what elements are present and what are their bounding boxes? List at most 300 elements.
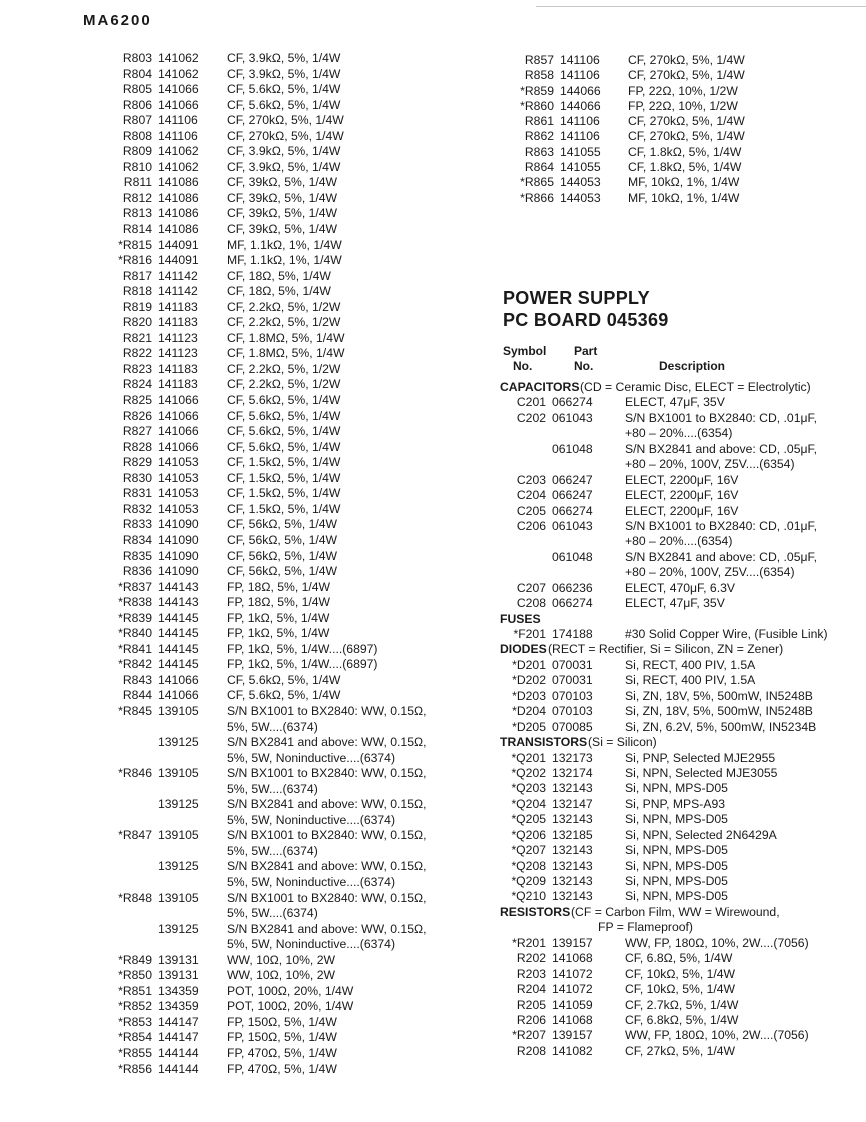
list-item [110,891,450,907]
description: CF, 10kΩ, 5%, 1/4W [625,982,736,997]
description: FP, 22Ω, 10%, 1/2W [628,83,738,98]
symbol-no: *R865 [520,175,554,190]
description: Si, ZN, 6.2V, 5%, 500mW, IN5234B [625,719,817,734]
description: 5%, 5W, Noninductive....(6374) [227,937,395,952]
symbol-no: *R816 [118,253,152,268]
list-item [500,689,860,704]
description: CF, 18Ω, 5%, 1/4W [227,268,331,283]
list-item [110,797,450,813]
list-item [110,735,450,751]
part-no: 141062 [158,51,199,65]
symbol-no: *R842 [118,657,152,672]
part-no: 141066 [158,393,199,408]
section-heading-note: (RECT = Rectifier, Si = Silicon, ZN = Zener) [548,642,784,657]
section-heading [500,735,860,750]
part-no: 144143 [158,595,199,610]
list-item [110,1062,450,1078]
section-heading-title: DIODES [500,642,547,657]
description: CF, 56kΩ, 5%, 1/4W [227,548,338,563]
part-no: 066274 [552,395,593,410]
description: S/N BX1001 to BX2840: WW, 0.15Ω, [227,766,427,781]
part-no: 132174 [552,765,593,780]
description: WW, FP, 180Ω, 10%, 2W....(7056) [625,935,809,950]
description: S/N BX2841 and above: WW, 0.15Ω, [227,859,427,874]
part-no: 061043 [552,410,593,425]
part-no: 132143 [552,812,593,827]
symbol-no: R862 [524,129,554,144]
symbol-no: C208 [516,596,546,611]
description: Si, NPN, MPS-D05 [625,843,728,858]
symbol-no: *R853 [118,1014,152,1029]
description: CF, 270kΩ, 5%, 1/4W [628,129,745,144]
list-item [110,206,450,222]
description: MF, 1.1kΩ, 1%, 1/4W [227,237,342,252]
description: MF, 10kΩ, 1%, 1/4W [628,190,740,205]
list-item [500,843,860,858]
part-no: 134359 [158,983,199,998]
list-item [110,968,450,984]
part-no: 139125 [158,735,199,750]
list-item [500,998,860,1013]
part-no: 061048 [552,549,593,564]
list-item [512,114,852,129]
section-heading-note: FP = Flameproof) [598,920,693,935]
part-no: 144145 [158,657,199,672]
section-heading-title: TRANSISTORS [500,735,588,750]
symbol-no: *R859 [520,83,554,98]
part-no: 144053 [560,175,601,190]
symbol-no: *Q201 [511,750,546,765]
list-item [500,673,860,688]
section-heading-title: FUSES [500,611,541,626]
description: S/N BX1001 to BX2840: CD, .01μF, [625,410,817,425]
description: CF, 6.8kΩ, 5%, 1/4W [625,1012,739,1027]
symbol-no: *R855 [118,1046,152,1060]
part-no: 139125 [158,797,199,812]
list-item [500,457,860,472]
description: CF, 270kΩ, 5%, 1/4W [628,68,745,83]
symbol-no: *R850 [118,968,152,983]
symbol-no: R827 [122,424,152,439]
part-no: 144091 [158,253,199,268]
list-item [512,68,852,83]
part-no: 132143 [552,889,593,904]
description: ELECT, 47μF, 35V [625,596,725,611]
part-no: 141053 [158,501,199,516]
symbol-no: *R839 [118,610,152,625]
description: 5%, 5W....(6374) [227,781,318,796]
part-no: 141066 [158,688,199,703]
description: S/N BX2841 and above: WW, 0.15Ω, [227,921,427,936]
list-item [110,129,450,145]
part-no: 144066 [560,98,601,113]
description: CF, 3.9kΩ, 5%, 1/4W [227,51,341,65]
description: CF, 2.2kΩ, 5%, 1/2W [227,361,341,376]
list-item [110,113,450,129]
list-item [110,424,450,440]
symbol-no: R836 [122,564,152,579]
description: 5%, 5W, Noninductive....(6374) [227,812,395,827]
header-symbol-no: No. [513,359,533,373]
list-item [110,517,450,533]
part-no: 139105 [158,890,199,905]
list-item [110,144,450,160]
part-no: 141090 [158,564,199,579]
symbol-no: *R852 [118,999,152,1014]
part-no: 144147 [158,1030,199,1045]
list-item [110,999,450,1015]
list-item [110,906,450,922]
symbol-no: *D204 [512,704,546,719]
part-no: 070103 [552,704,593,719]
description: FP, 18Ω, 5%, 1/4W [227,595,331,610]
part-no: 139131 [158,968,199,983]
part-no: 066247 [552,488,593,503]
list-item [512,145,852,160]
list-item [500,488,860,503]
part-no: 141090 [158,548,199,563]
description: FP, 22Ω, 10%, 1/2W [628,98,738,113]
description: CF, 1.8MΩ, 5%, 1/4W [227,330,345,345]
list-item [500,504,860,519]
symbol-no: R835 [122,548,152,563]
part-no: 141062 [158,66,199,81]
list-item [110,549,450,565]
description: CF, 18Ω, 5%, 1/4W [227,284,331,299]
symbol-no: R826 [122,408,152,423]
symbol-no: *Q207 [511,843,546,858]
symbol-no: C201 [516,395,546,410]
description: S/N BX1001 to BX2840: WW, 0.15Ω, [227,890,427,905]
list-item [500,519,860,534]
part-no: 132143 [552,781,593,796]
symbol-no: R821 [122,330,152,345]
list-item [110,440,450,456]
list-item [110,284,450,300]
symbol-no: R823 [122,361,152,376]
description: S/N BX2841 and above: CD, .05μF, [625,441,817,456]
description: CF, 5.6kΩ, 5%, 1/4W [227,439,341,454]
list-item [110,175,450,191]
header-symbol: Symbol [503,344,547,358]
list-item [512,99,852,114]
list-item [110,1030,450,1046]
symbol-no: R818 [122,284,152,299]
part-no: 066247 [552,472,593,487]
description: ELECT, 2200μF, 16V [625,472,739,487]
description: S/N BX2841 and above: WW, 0.15Ω, [227,735,427,750]
description: 5%, 5W, Noninductive....(6374) [227,750,395,765]
part-no: 139125 [158,921,199,936]
list-item [110,611,450,627]
list-item [110,984,450,1000]
list-item [500,874,860,889]
section-heading-note: (CF = Carbon Film, WW = Wirewound, [571,904,780,919]
description: WW, 10Ω, 10%, 2W [227,968,335,983]
symbol-no: R814 [122,222,152,237]
list-item [110,455,450,471]
part-no: 141183 [158,377,198,392]
list-item [500,534,860,549]
list-item [500,920,860,935]
description: CF, 5.6kΩ, 5%, 1/4W [227,408,341,423]
part-no: 141053 [158,455,199,470]
list-item [500,951,860,966]
symbol-no: R804 [122,66,152,81]
part-no: 061048 [552,441,593,456]
description: ELECT, 2200μF, 16V [625,488,739,503]
part-no: 141106 [560,114,600,129]
list-item [110,346,450,362]
section-heading [500,905,860,920]
symbol-no: R832 [122,501,152,516]
description: +80 – 20%....(6354) [625,534,733,549]
description: S/N BX1001 to BX2840: WW, 0.15Ω, [227,703,427,718]
description: Si, NPN, Selected MJE3055 [625,765,778,780]
part-no: 144145 [158,610,199,625]
part-no: 066274 [552,503,593,518]
description: FP, 1kΩ, 5%, 1/4W....(6897) [227,657,378,672]
section-heading-note: (CD = Ceramic Disc, ELECT = Electrolytic) [580,380,811,394]
part-no: 141183 [158,361,198,376]
part-no: 141072 [552,966,593,981]
list-item [500,1028,860,1043]
list-item [110,409,450,425]
part-no: 141090 [158,532,199,547]
top-rule [536,6,866,7]
symbol-no: *R856 [118,1061,152,1076]
part-no: 132143 [552,843,593,858]
description: CF, 39kΩ, 5%, 1/4W [227,222,338,237]
list-item [500,704,860,719]
symbol-no: *Q203 [511,781,546,796]
list-item [500,411,860,426]
symbol-no: R809 [122,144,152,159]
symbol-no: R205 [516,997,546,1012]
list-item [110,859,450,875]
list-item [110,953,450,969]
description: CF, 5.6kΩ, 5%, 1/4W [227,672,341,687]
symbol-no: R808 [122,128,152,143]
list-item [110,580,450,596]
part-no: 070031 [552,673,593,688]
list-item [110,875,450,891]
part-no: 070085 [552,719,593,734]
description: Si, NPN, MPS-D05 [625,812,728,827]
description: FP, 1kΩ, 5%, 1/4W....(6897) [227,641,378,656]
symbol-no: C203 [516,472,546,487]
list-item [110,269,450,285]
list-item [500,550,860,565]
description: CF, 270kΩ, 5%, 1/4W [227,128,344,143]
list-item [110,751,450,767]
part-no: 141082 [552,1043,593,1058]
list-item [500,828,860,843]
description: Si, NPN, MPS-D05 [625,874,728,888]
part-no: 144053 [560,190,601,205]
list-item [512,160,852,175]
header-description: Description [659,359,726,373]
list-item [512,129,852,144]
list-item [110,486,450,502]
list-item [110,688,450,704]
part-no: 144147 [158,1014,199,1029]
description: 5%, 5W, Noninductive....(6374) [227,874,395,889]
part-no: 141123 [158,330,198,345]
list-item [110,937,450,953]
part-no: 141072 [552,982,593,997]
description: POT, 100Ω, 20%, 1/4W [227,999,354,1014]
left-parts-list [110,51,450,1077]
symbol-no: *R847 [118,828,152,843]
part-no: 141090 [158,517,199,532]
list-item [110,673,450,689]
part-no: 132143 [552,858,593,873]
header-part: Part [574,344,598,358]
part-no: 144145 [158,626,199,641]
description: Si, NPN, MPS-D05 [625,781,728,796]
description: #30 Solid Copper Wire, (Fusible Link) [625,627,828,641]
description: +80 – 20%, 100V, Z5V....(6354) [625,565,795,580]
list-item [110,1015,450,1031]
part-no: 174188 [552,627,593,641]
symbol-no: R817 [122,268,152,283]
description: FP, 18Ω, 5%, 1/4W [227,579,331,594]
part-no: 061043 [552,518,593,533]
description: POT, 100Ω, 20%, 1/4W [227,983,354,998]
symbol-no: R843 [122,672,152,687]
part-no: 141142 [158,268,198,283]
list-item [110,393,450,409]
list-item [110,844,450,860]
part-no: 141062 [158,159,199,174]
symbol-no: R858 [524,68,554,83]
list-item [500,627,860,642]
symbol-no: *D203 [512,688,546,703]
symbol-no: *D205 [512,719,546,734]
part-no: 141106 [158,113,198,128]
description: CF, 5.6kΩ, 5%, 1/4W [227,82,341,97]
part-no: 144091 [158,237,199,252]
list-item [110,720,450,736]
list-item [110,315,450,331]
description: MF, 10kΩ, 1%, 1/4W [628,175,740,190]
list-item [500,395,860,410]
list-item [110,766,450,782]
part-no: 066274 [552,596,593,611]
description: CF, 1.8kΩ, 5%, 1/4W [628,144,742,159]
description: CF, 3.9kΩ, 5%, 1/4W [227,66,341,81]
symbol-no: R811 [123,175,152,190]
list-item [500,982,860,997]
description: FP, 1kΩ, 5%, 1/4W [227,626,330,641]
part-no: 141086 [158,206,199,221]
part-no: 141053 [158,486,199,501]
list-item [110,502,450,518]
list-item [110,626,450,642]
description: 5%, 5W....(6374) [227,719,318,734]
list-item [500,720,860,735]
symbol-no: R813 [122,206,152,221]
part-no: 139125 [158,859,199,874]
list-item [500,889,860,904]
symbol-no: *Q202 [511,765,546,780]
description: S/N BX2841 and above: CD, .05μF, [625,549,817,564]
description: CF, 270kΩ, 5%, 1/4W [628,114,745,129]
list-item [500,936,860,951]
symbol-no: C202 [516,410,546,425]
part-no: 144066 [560,83,601,98]
symbol-no: R208 [516,1043,546,1058]
part-no: 141086 [158,190,199,205]
list-item [500,766,860,781]
description: +80 – 20%....(6354) [625,426,733,441]
description: MF, 1.1kΩ, 1%, 1/4W [227,253,342,268]
description: Si, NPN, MPS-D05 [625,889,728,904]
list-item [110,595,450,611]
list-item [110,253,450,269]
list-item [110,67,450,83]
description: CF, 2.2kΩ, 5%, 1/2W [227,377,341,392]
description: CF, 5.6kΩ, 5%, 1/4W [227,424,341,439]
list-item [512,191,852,206]
right-top-parts-list [512,53,852,206]
description: CF, 1.5kΩ, 5%, 1/4W [227,486,341,501]
list-item [110,300,450,316]
symbol-no: R833 [122,517,152,532]
list-item [500,565,860,580]
symbol-no: *R848 [118,890,152,905]
description: Si, PNP, MPS-A93 [625,796,726,811]
description: WW, 10Ω, 10%, 2W [227,952,335,967]
symbol-no: C207 [516,580,546,595]
description: FP, 470Ω, 5%, 1/4W [227,1046,337,1060]
part-no: 141066 [158,424,199,439]
symbol-no: *R846 [118,766,152,781]
description: Si, NPN, Selected 2N6429A [625,827,777,842]
part-no: 070103 [552,688,593,703]
list-item [110,160,450,176]
description: CF, 39kΩ, 5%, 1/4W [227,206,338,221]
list-item [110,51,450,67]
description: CF, 270kΩ, 5%, 1/4W [227,113,344,128]
list-item [500,473,860,488]
section-title-power-supply: POWER SUPPLY [503,288,650,308]
part-no: 141086 [158,175,199,190]
symbol-no: R844 [122,688,152,703]
description: WW, FP, 180Ω, 10%, 2W....(7056) [625,1028,809,1043]
description: CF, 6.8Ω, 5%, 1/4W [625,951,733,966]
description: CF, 2.7kΩ, 5%, 1/4W [625,997,739,1012]
description: S/N BX2841 and above: WW, 0.15Ω, [227,797,427,812]
symbol-no: C206 [516,518,546,533]
symbol-no: *Q205 [511,812,546,827]
description: 5%, 5W....(6374) [227,843,318,858]
symbol-no: *R815 [118,237,152,252]
list-item [500,1044,860,1059]
part-no: 141106 [158,128,198,143]
description: CF, 1.5kΩ, 5%, 1/4W [227,455,341,470]
part-no: 139105 [158,703,199,718]
symbol-no: *R854 [118,1030,152,1045]
part-no: 141106 [560,129,600,144]
list-item [110,191,450,207]
part-no: 141183 [158,315,198,330]
symbol-no: *Q210 [511,889,546,904]
part-no: 070031 [552,657,593,672]
description: CF, 2.2kΩ, 5%, 1/2W [227,315,341,330]
list-item [500,442,860,457]
